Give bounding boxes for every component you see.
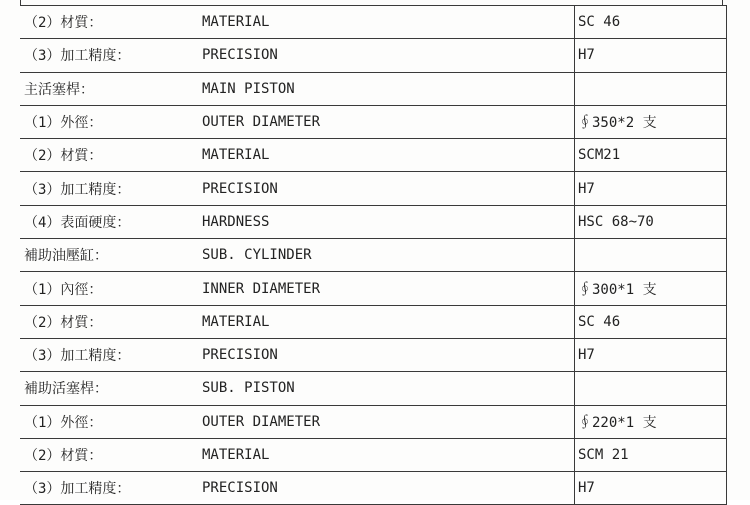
spec-label: （3）加工精度：: [20, 172, 202, 205]
spec-english: MATERIAL: [202, 6, 575, 39]
table-row: [20, 6, 727, 39]
section-row: [20, 72, 727, 105]
table-row: [20, 438, 727, 471]
spec-value: SCM 21: [575, 438, 727, 471]
table-row: [20, 139, 727, 172]
spec-value: HSC 68~70: [575, 205, 727, 238]
spec-value: [575, 239, 727, 272]
table-row: [20, 172, 727, 205]
spec-value: ∮350*2 支: [575, 105, 727, 138]
spec-label: （3）加工精度：: [20, 39, 202, 72]
spec-english: OUTER DIAMETER: [202, 405, 575, 438]
spec-value: [575, 372, 727, 405]
section-row: [20, 239, 727, 272]
spec-label: （2）材質：: [20, 438, 202, 471]
spec-label: （2）材質：: [20, 6, 202, 39]
spec-value: H7: [575, 39, 727, 72]
specification-table: [20, 5, 727, 505]
section-english: SUB. PISTON: [202, 372, 575, 405]
spec-value: SCM21: [575, 139, 727, 172]
spec-english: MATERIAL: [202, 305, 575, 338]
spec-label: （1）外徑：: [20, 105, 202, 138]
spec-label: （1）內徑：: [20, 272, 202, 305]
section-label: 主活塞桿：: [20, 72, 202, 105]
table-row: [20, 305, 727, 338]
section-english: SUB. CYLINDER: [202, 239, 575, 272]
spec-label: （2）材質：: [20, 139, 202, 172]
spec-label: （4）表面硬度：: [20, 205, 202, 238]
spec-value: H7: [575, 472, 727, 505]
spec-value: [575, 72, 727, 105]
section-label: 補助油壓缸：: [20, 239, 202, 272]
spec-label: （3）加工精度：: [20, 338, 202, 371]
spec-value: H7: [575, 338, 727, 371]
table-row: [20, 272, 727, 305]
table-row: [20, 338, 727, 371]
spec-value: SC 46: [575, 305, 727, 338]
spec-english: OUTER DIAMETER: [202, 105, 575, 138]
spec-english: HARDNESS: [202, 205, 575, 238]
table-row: [20, 205, 727, 238]
spec-english: PRECISION: [202, 338, 575, 371]
table-row: [20, 39, 727, 72]
spec-label: （2）材質：: [20, 305, 202, 338]
section-label: 補助活塞桿：: [20, 372, 202, 405]
section-row: [20, 372, 727, 405]
spec-english: PRECISION: [202, 172, 575, 205]
table-row: [20, 405, 727, 438]
spec-english: PRECISION: [202, 472, 575, 505]
spec-value: SC 46: [575, 6, 727, 39]
spec-value: H7: [575, 172, 727, 205]
table-row: [20, 105, 727, 138]
spec-english: MATERIAL: [202, 139, 575, 172]
spec-english: MATERIAL: [202, 438, 575, 471]
spec-english: INNER DIAMETER: [202, 272, 575, 305]
spec-value: ∮220*1 支: [575, 405, 727, 438]
spec-label: （1）外徑：: [20, 405, 202, 438]
spec-value: ∮300*1 支: [575, 272, 727, 305]
spec-english: PRECISION: [202, 39, 575, 72]
spec-label: （3）加工精度：: [20, 472, 202, 505]
section-english: MAIN PISTON: [202, 72, 575, 105]
